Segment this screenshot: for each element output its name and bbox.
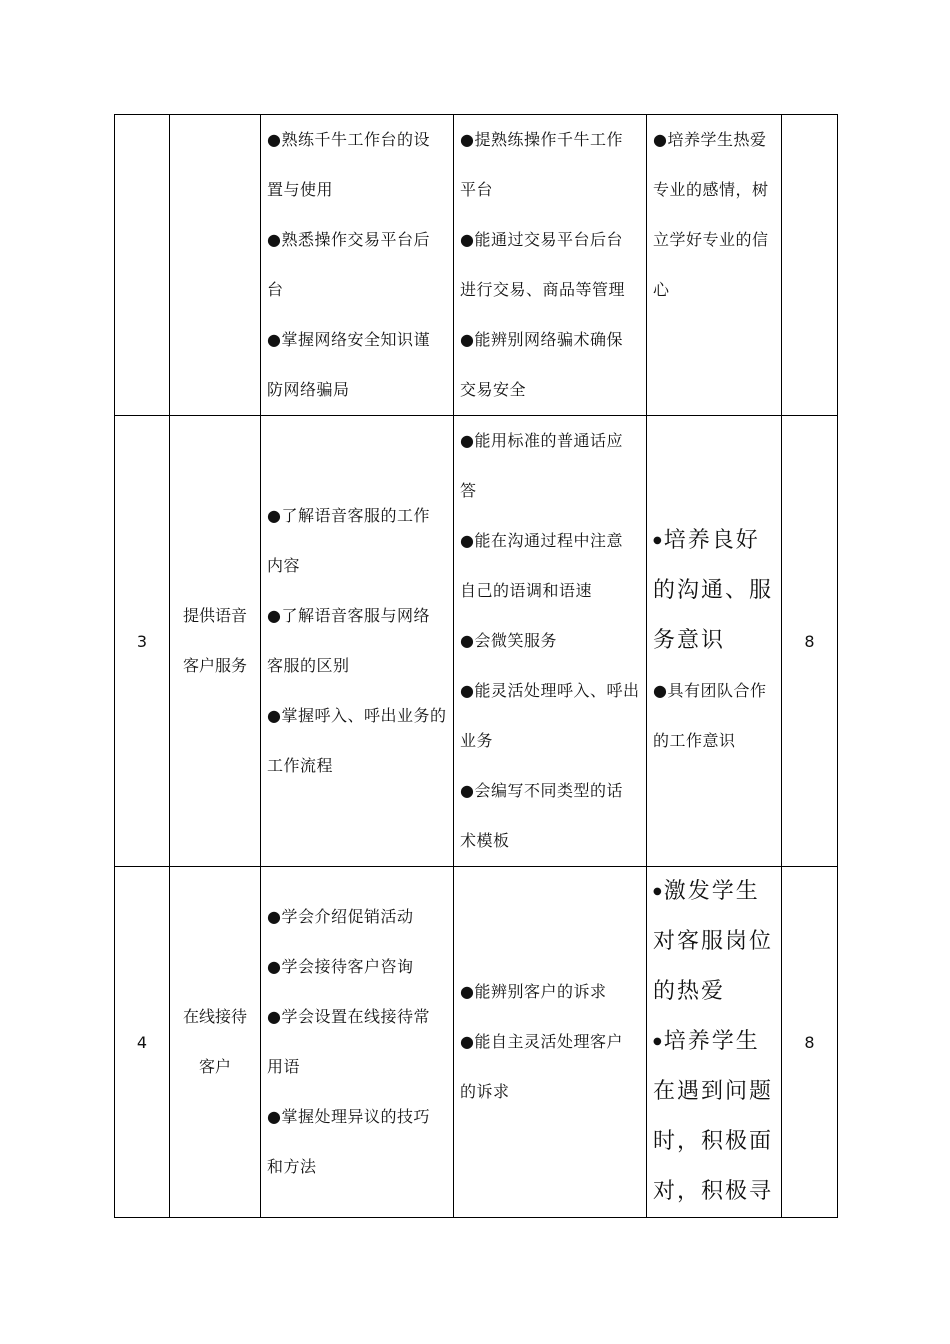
quality-line: ●培养良好	[653, 528, 760, 553]
module-name-line: 在线接待	[182, 1007, 247, 1026]
knowledge-line: 置与使用	[267, 180, 334, 199]
table-row	[115, 416, 838, 867]
skills-line: ●能辨别客户的诉求	[460, 982, 607, 1001]
hours-cell: 8	[782, 867, 838, 1218]
bullet-icon: ●	[653, 1036, 664, 1047]
knowledge-line: ●了解语音客服与网络	[267, 606, 430, 625]
quality-line: 对客服岗位	[653, 929, 774, 954]
quality-line: 务意识	[653, 628, 726, 653]
skills-line: ●会编写不同类型的话	[460, 781, 623, 800]
knowledge-line: 用语	[267, 1057, 301, 1076]
quality-line: 专业的感情，树	[653, 180, 769, 199]
quality-line: 在遇到问题	[653, 1079, 774, 1104]
knowledge-line: ●学会接待客户咨询	[267, 957, 414, 976]
skills-line: 答	[460, 481, 477, 500]
knowledge-cell	[261, 115, 454, 416]
skills-cell	[454, 416, 647, 867]
module-name-line: 客户	[198, 1057, 231, 1076]
skills-line: ●会微笑服务	[460, 631, 557, 650]
knowledge-cell	[261, 867, 454, 1218]
bullet-icon: ●	[653, 535, 664, 546]
knowledge-line: ●熟悉操作交易平台后	[267, 230, 430, 249]
table-row	[115, 115, 838, 416]
skills-line: 自己的语调和语速	[460, 581, 593, 600]
knowledge-line: ●了解语音客服的工作	[267, 506, 430, 525]
skills-line: ●提熟练操作千牛工作	[460, 130, 623, 149]
quality-cell	[647, 416, 782, 867]
skills-line: 平台	[460, 180, 494, 199]
quality-line: ●具有团队合作	[653, 681, 767, 700]
hours-cell	[782, 115, 838, 416]
skills-line: 交易安全	[460, 380, 527, 399]
quality-line: 对，积极寻	[653, 1179, 774, 1204]
skills-line: ●能自主灵活处理客户	[460, 1032, 623, 1051]
skills-line: ●能灵活处理呼入、呼出	[460, 681, 640, 700]
skills-line: 进行交易、商品等管理	[460, 280, 626, 299]
module-name	[170, 416, 261, 867]
curriculum-table	[114, 114, 838, 1218]
skills-line: ●能通过交易平台后台	[460, 230, 623, 249]
row-index: 4	[115, 867, 170, 1218]
knowledge-line: ●掌握网络安全知识谨	[267, 330, 430, 349]
knowledge-line: 台	[267, 280, 284, 299]
knowledge-line: 工作流程	[267, 756, 334, 775]
skills-line: 的诉求	[460, 1082, 510, 1101]
quality-line: ●激发学生	[653, 879, 760, 904]
quality-line: 的热爱	[653, 979, 726, 1004]
skills-line: 术模板	[460, 831, 510, 850]
knowledge-line: 防网络骗局	[267, 380, 350, 399]
knowledge-line: ●学会设置在线接待常	[267, 1007, 430, 1026]
quality-line: ●培养学生热爱	[653, 130, 767, 149]
skills-line: ●能辨别网络骗术确保	[460, 330, 623, 349]
knowledge-line: 内容	[267, 556, 301, 575]
skills-line: ●能用标准的普通话应	[460, 431, 623, 450]
quality-line: 的沟通、服	[653, 578, 774, 603]
skills-cell	[454, 115, 647, 416]
skills-line: ●能在沟通过程中注意	[460, 531, 623, 550]
knowledge-line: ●掌握处理异议的技巧	[267, 1107, 430, 1126]
knowledge-line: ●学会介绍促销活动	[267, 907, 414, 926]
module-name	[170, 115, 261, 416]
knowledge-line: ●掌握呼入、呼出业务的	[267, 706, 447, 725]
knowledge-line: 和方法	[267, 1157, 317, 1176]
quality-line: ●培养学生	[653, 1029, 760, 1054]
module-name-line: 客户服务	[182, 656, 247, 675]
skills-cell	[454, 867, 647, 1218]
module-name	[170, 867, 261, 1218]
module-name-line: 提供语音	[182, 606, 247, 625]
row-index: 3	[115, 416, 170, 867]
quality-line: 心	[653, 280, 670, 299]
quality-cell	[647, 115, 782, 416]
knowledge-cell	[261, 416, 454, 867]
row-index	[115, 115, 170, 416]
quality-line: 时，积极面	[653, 1129, 774, 1154]
hours-cell: 8	[782, 416, 838, 867]
bullet-icon: ●	[653, 886, 664, 897]
quality-line: 立学好专业的信	[653, 230, 769, 249]
knowledge-line: 客服的区别	[267, 656, 350, 675]
quality-cell	[647, 867, 782, 1218]
skills-line: 业务	[460, 731, 494, 750]
knowledge-line: ●熟练千牛工作台的设	[267, 130, 430, 149]
table-row	[115, 867, 838, 1218]
quality-line: 的工作意识	[653, 731, 736, 750]
